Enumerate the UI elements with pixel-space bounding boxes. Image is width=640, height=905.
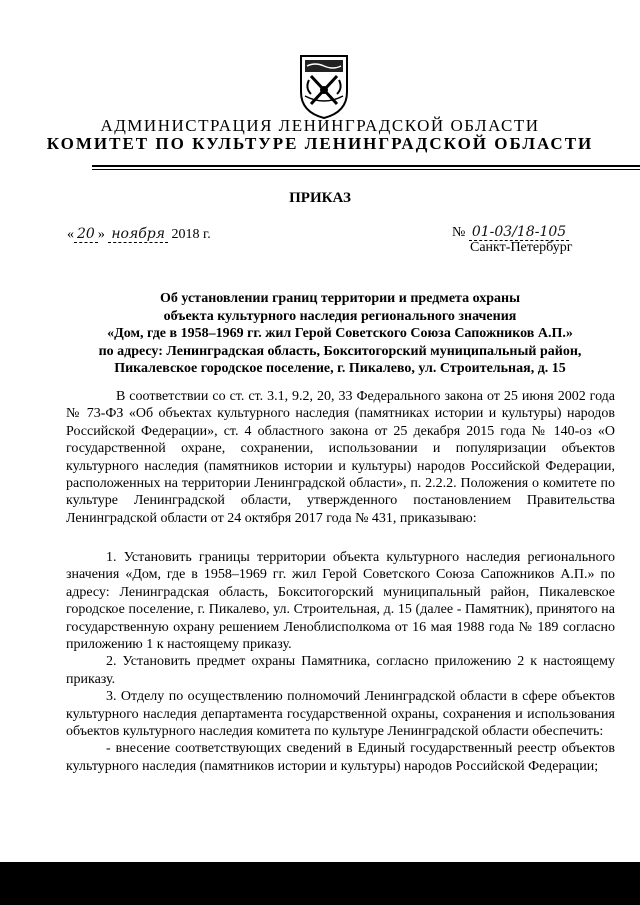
- order-item-1: 1. Установить границы территории объекта культурного наследия регионального значения «Дом, где в 1958–1969 гг. жил Герой Советского Союза Сапожников А.П.» по адресу: Ленинградская область, Бокситогорский муниципальный район, Пикалевское городское поселение, г. Пикалево, ул. Строительная, д. 15 (далее - Памятник), принятого на государственную охрану решением Леноблисполкома от 16 мая 1988 года № 189 согласно приложению 1 к настоящему приказу.: [66, 550, 615, 653]
- date-close-quote: »: [97, 227, 105, 242]
- header-divider-thick: [92, 165, 640, 167]
- scan-bottom-edge: [0, 862, 640, 905]
- date-open-quote: «: [67, 227, 74, 242]
- order-item-3: 3. Отделу по осуществлению полномочий Ленинградской области в сфере объектов культурного наследия департамента государственной охраны, сохранения и использования объектов культурного наследия комитета по культуре Ленинградской области обеспечить:: [66, 689, 615, 740]
- document-city: Санкт-Петербург: [470, 240, 573, 255]
- date-day: 20: [74, 226, 98, 243]
- preamble: [66, 388, 615, 527]
- title-line: Пикалевское городское поселение, г. Пикалево, ул. Строительная, д. 15: [114, 361, 566, 376]
- title-line: объекта культурного наследия регионального значения: [163, 308, 517, 324]
- header-committee: КОМИТЕТ ПО КУЛЬТУРЕ ЛЕНИНГРАДСКОЙ ОБЛАСТИ: [46, 134, 594, 153]
- title-line: по адресу: Ленинградская область, Бокситогорский муниципальный район,: [98, 343, 582, 359]
- order-item-4: - внесение соответствующих сведений в Единый государственный реестр объектов культурного наследия (памятников истории и культуры) народов Российской Федерации;: [66, 741, 615, 774]
- header-administration: АДМИНИСТРАЦИЯ ЛЕНИНГРАДСКОЙ ОБЛАСТИ: [100, 116, 540, 135]
- document-type: ПРИКАЗ: [289, 190, 351, 206]
- number-prefix: №: [452, 225, 466, 240]
- document-title: [60, 290, 620, 378]
- number-value: 01-03/18-105: [469, 224, 569, 241]
- order-item-2: 2. Установить предмет охраны Памятника, согласно приложению 2 к настоящему приказу.: [66, 654, 615, 687]
- title-line: Об установлении границ территории и предмета охраны: [159, 291, 521, 306]
- document-date: [67, 225, 211, 244]
- date-year: 2018 г.: [171, 227, 211, 242]
- header-divider-thin: [92, 169, 640, 170]
- preamble-paragraph: В соответствии со ст. ст. 3.1, 9.2, 20, 33 Федерального закона от 25 июня 2002 года № 73-ФЗ «Об объектах культурного наследия (памятниках истории и культуры) народов Российской Федерации», ст. 4 областного закона от 25 декабря 2015 года № 140-оз «О государственной охране, сохранении, использовании и популяризации объектов культурного наследия (памятников истории и культуры) народов Российской Федерации, расположенных на территории Ленинградской области», п. 2.2.2. Положения о комитете по культуре Ленинградской области, утвержденного постановлением Правительства Ленинградской области от 24 октября 2017 года № 431, приказываю:: [66, 389, 615, 526]
- coat-of-arms-icon: [297, 52, 351, 120]
- order-items: [66, 549, 615, 775]
- title-line: «Дом, где в 1958–1969 гг. жил Герой Советского Союза Сапожников А.П.»: [107, 326, 573, 341]
- date-month: ноября: [108, 226, 168, 243]
